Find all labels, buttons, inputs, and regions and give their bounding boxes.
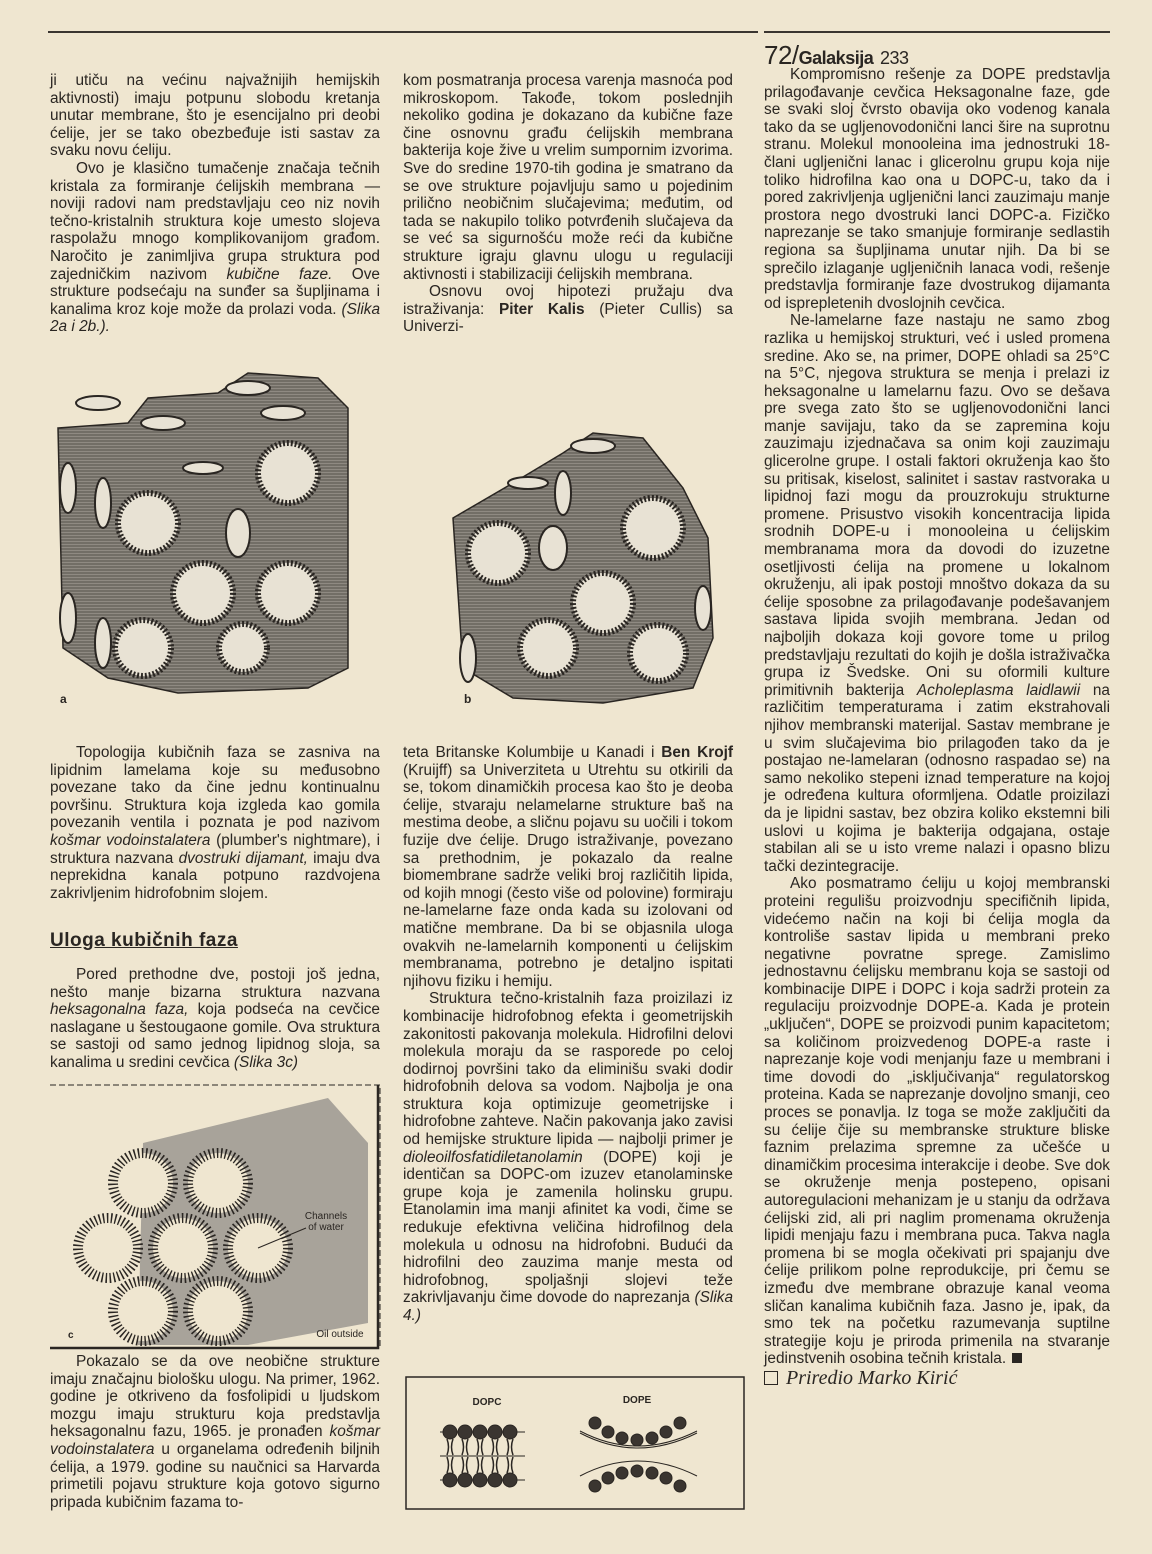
column-1-middle bbox=[50, 744, 380, 902]
paragraph: Topologija kubičnih faza se zasniva na lipidnim lamelama koje su međusobno povezane tako da čine jednu kontinualnu površinu. Struktura koja izgleda kao gomila povezanih ventila i poznata je pod nazivom košmar vodoinstalatera (plumber's nightmare), i struktura nazvana dvostruki dijamant, imaju dva neprekidna kanala potpuno razdvojena zakrivljenim hidrofobnim slojem. bbox=[50, 744, 381, 902]
figure-3c-label: c bbox=[68, 1330, 74, 1341]
oil-outside-label: Oil outside bbox=[316, 1329, 364, 1340]
column-1-section bbox=[50, 966, 380, 1072]
paragraph: kom posmatranja procesa varenja masnoća pod mikroskopom. Takođe, tokom poslednjih nekoliko godina je dokazano da kubične faze čine osnovnu građu ćelijskih membrana bakterija koje žive u vrelim sumpornim izvorima. Sve do sredine 1970-tih godina je smatrano da se ove strukture pojavljuju samo u pojedinim prilično neobičnim slučajevima; međutim, od tada se nakupilo toliko potvrđenih slučajeva da se već sa sigurnošću može reći da kubične strukture igraju glavnu ulogu u regulaciji aktivnosti i stabilizaciji ćelijskih membrana. bbox=[403, 72, 733, 283]
paragraph: Ne-lamelarne faze nastaju ne samo zbog razlika u hemijskoj strukturi, već i usled promena sredine. Ako se, na primer, DOPE ohladi sa 25°C na 5°C, njegova struktura se menja i prelazi iz heksagonalne u lamelarnu fazu. Ovo se dešava pre svega zato što se ugljenovodonični lanci manje savijaju, tako da se zapremina koju zauzimaju izjednačava sa onim koji zauzimaju glicerolne grupe. I ostali faktori okruženja kao što su pritisak, kiselost, salinitet i sastav rastvoraka u lipidnoj fazi mogu da prouzrokuju strukturne promene. Prisustvo visokih koncentracija lipida srodnih DOPE-u i monooleina u ćelijskim membranama mora da dovodi do izuzetne osetljivosti ćelija na promene u lokalnom okruženju, ali ipak postoji mnoštvo dokaza da su ćelije sposobne za prilagođavanje podešavanjem sastava lipida svojih membrana. Jedan od najboljih dokaza koji govore tome u prilog predstavljaju rezultati do kojih je došla istraživačka grupa iz Švedske. Oni su oformili kulture primitivnih bakterija Acholeplasma laidlawii na različitim temperaturama i zatim ekstrahovali njihov membranski materijal. Sastav membrane je u svim slučajevima bio prilagođen tako da je postajao ne-lamelaran (odnosno raspadao se) na samo nekoliko stepeni iznad temperature na kojoj je određena kultura oformljena. Odatle proizilazi da je lipidni sastav, bez obzira koliko ekstemni bili uslovi u kojima je bakterija odgajana, ostaje stabilan ali se u isto vreme nalazi i opasno blizu tački dezintegracije. bbox=[764, 312, 1110, 875]
paragraph: Ako posmatramo ćeliju u kojoj membranski proteini regulišu proizvodnju specifičnih lipida, videćemo način na koji bi ćelija mogla da kontroliše sastav lipida u membrani preko negativne povratne sprege. Zamislimo jednostavnu ćelijsku membranu koja se sastoji od kombinacije DIPE i DOPC i koja sadrži protein za regulaciju proizvodnje DOPE-a. Kada je protein „uključen“, DOPE se proizvodi punim kapacitetom; sa količinom proizvedenog DOPE-a raste i naprezanje koje vodi menjanju faze u membrani i time dovodi do „isključivanja“ regulatorskog proteina. Kada se naprezanje dovoljno smanji, ceo proces se ponavlja. Iz toga se može zaključiti da su ćelije čije su membranske strukture bliske faznim prelazima spremne za učešće u dinamičkim procesima interakcije i deobe. Sve dok se okruženje menja postepeno, opisani autoregulacioni mehanizam je u stanju da održava ćelijski zid, ali pri naglim promenama okruženja lipidi menjaju fazu i membrana puca. Takva nagla promena bi se mogla očekivati pri spajanju dve ćelije prilikom polne reprodukcije, pri čemu se između dve membrane obrazuje kanal veoma sličan kanalima kubičnih faza. Jasno je, ipak, da smo tek na početku razumevanja suptilne strategije koju je priroda primenila na stvaranje jedinstvenih osobina tečnih kristala. bbox=[764, 875, 1110, 1368]
dopc-label: DOPC bbox=[472, 1397, 502, 1408]
header-rule-right bbox=[764, 31, 1110, 33]
dopc-bilayer bbox=[440, 1425, 525, 1487]
paragraph: Osnovu ovoj hipotezi pružaju dva istraživanja: Piter Kalis (Pieter Cullis) sa Univerzi- bbox=[403, 283, 733, 336]
figure-2-cubic-phases bbox=[48, 368, 748, 713]
square-bullet-icon bbox=[764, 1371, 778, 1385]
paragraph: ji utiču na većinu najvažnijih hemijskih aktivnosti) imaju potpunu slobodu kretanja unutar membrane, što je esencijalno pri deobi ćelije, jer se tako obezbeđuje isti sastav za svaku novu ćeliju. bbox=[50, 72, 380, 160]
column-2-bottom bbox=[403, 744, 733, 1325]
figure-2a-label: a bbox=[60, 692, 67, 706]
figure-4-dopc-dope bbox=[405, 1376, 745, 1510]
end-of-article-mark bbox=[1012, 1353, 1022, 1363]
byline: Priredio Marko Kirić bbox=[764, 1370, 1110, 1388]
figure-3c-hexagonal-phase bbox=[48, 1083, 383, 1351]
column-1-bottom bbox=[50, 1353, 380, 1511]
column-1-top bbox=[50, 72, 380, 336]
header-rule-left bbox=[48, 31, 758, 33]
paragraph: Pokazalo se da ove neobične strukture imaju značajnu biološku ulogu. Na primer, 1962. godine je otkriveno da fosfolipidi u ljudskom mozgu imaju strukturu koja predstavlja heksagonalnu fazu, 1965. je pronađen košmar vodoinstalatera u organelama određenih biljnih ćelija, a 1979. godine su naučnici sa Harvarda primetili pojavu strukture koja gotovo sigurno pripada kubičnim fazama to- bbox=[50, 1353, 380, 1511]
paragraph: Ovo je klasično tumačenje značaja tečnih kristala za formiranje ćelijskih membrana — noviji radovi nam predstavljaju ceo niz novih tečno-kristalnih struktura koje umesto slojeva raspolažu mnogo komplikovanijom građom. Naročito je zanimljiva grupa struktura pod zajedničkim nazivom kubične faze. Ove strukture podsećaju na sunđer sa šupljinama i kanalima kroz koje može da prolazi voda. (Slika 2a i 2b.). bbox=[50, 159, 380, 336]
figure-2a-plumbers-nightmare bbox=[58, 373, 348, 693]
dope-label: DOPE bbox=[622, 1395, 652, 1406]
page-number: 72/ bbox=[764, 40, 799, 70]
paragraph: Pored prethodne dve, postoji još jedna, nešto manje bizarna struktura nazvana heksagonalna faza, koja podseća na cevčice naslagane u šestougaone gomile. Ova struktura se sastoji od samo jednog lipidnog sloja, sa kanalima u sredini cevčica (Slika 3c) bbox=[50, 966, 380, 1071]
paragraph: Struktura tečno-kristalnih faza proizilazi iz kombinacije hidrofobnog efekta i geometrijskih zakonitosti pakovanja molekula. Hidrofilni delovi molekula moraju da se rasporede po celoj dodirnoj površini tako da eliminišu svaki dodir hidrofobnih delova sa vodom. Najbolja je ona struktura koja optimizuje geometrijske i hidrofobne zahteve. Način pakovanja jako zavisi od hemijske strukture lipida — najbolji primer je dioleoilfosfatidiletanolamin (DOPE) koji je identičan sa DOPC-om izuzev etanolaminske grupe koja je zamenila holinsku grupu. Etanolamin ima manji afinitet ka vodi, čime se redukuje efektivna veličina hidrofilnog dela molekula u odnosu na hidrofobni. Budući da hidrofilni deo zauzima manje mesta od hidrofobnog, spoljašnji slojevi teže zakrivljavanju čime dovode do naprezanja (Slika 4.) bbox=[403, 990, 733, 1324]
paragraph: Kompromisno rešenje za DOPE predstavlja prilagođavanje cevčica Heksagonalne faze, gde se svaki sloj čvrsto obavija oko vodenog kanala tako da se ugljenovodonični lanci šire na suprotnu stranu. Molekul monooleina ima jednostruki 18-člani ugljenični lanac i glicerolnu grupu koja nije toliko hidrofilna kao ona u DOPC-u, tako da i pored zakrivljenja ugljenični lanci zauzimaju manje prostora nego dvostruki lanci DOPC-a. Fizičko naprezanje se tako smanjuje formiranje sedlastih regiona sa šupljinama unutar njih. Da bi se sprečilo izlaganje ugljeničnih lanaca vodi, rešenje predstavlja formiranje faze dvostrukog dijamanta od isprepletenih dvoslojnih cevčica. bbox=[764, 66, 1110, 312]
dope-curved-layers bbox=[580, 1417, 697, 1492]
paragraph: teta Britanske Kolumbije u Kanadi i Ben Krojf (Kruijff) sa Univerziteta u Utrehtu su otkirili da se, tokom dinamičkih procesa kao što je deoba ćelije, stvaraju nelamelarne strukture baš na mestima deobe, a sličnu pojavu su uočili i tokom fuzije dve ćelije. Drugo istraživanje, povezano sa prethodnim, je pokazalo da realne biomembrane sadrže veliki broj različitih lipida, od kojih mnogi (često više od polovine) formiraju ne-lamelarne faze onda kada su izolovani od matične membrane. Da bi se objasnila uloga ovakvih ne-lamelarnih komponenti u ćelijskim membranama, potrebno je detaljno ispitati njihovu fiziku i hemiju. bbox=[403, 744, 733, 990]
channels-label: Channels bbox=[304, 1211, 348, 1222]
figure-2b-label: b bbox=[464, 692, 472, 706]
column-3 bbox=[764, 66, 1110, 1388]
magazine-name: Galaksija bbox=[798, 48, 874, 68]
issue-number: 233 bbox=[879, 48, 909, 68]
column-2-top bbox=[403, 72, 733, 336]
figure-2b-double-diamond bbox=[453, 433, 713, 703]
section-heading: Uloga kubičnih faza bbox=[50, 930, 238, 951]
water-label: of water bbox=[308, 1222, 344, 1233]
